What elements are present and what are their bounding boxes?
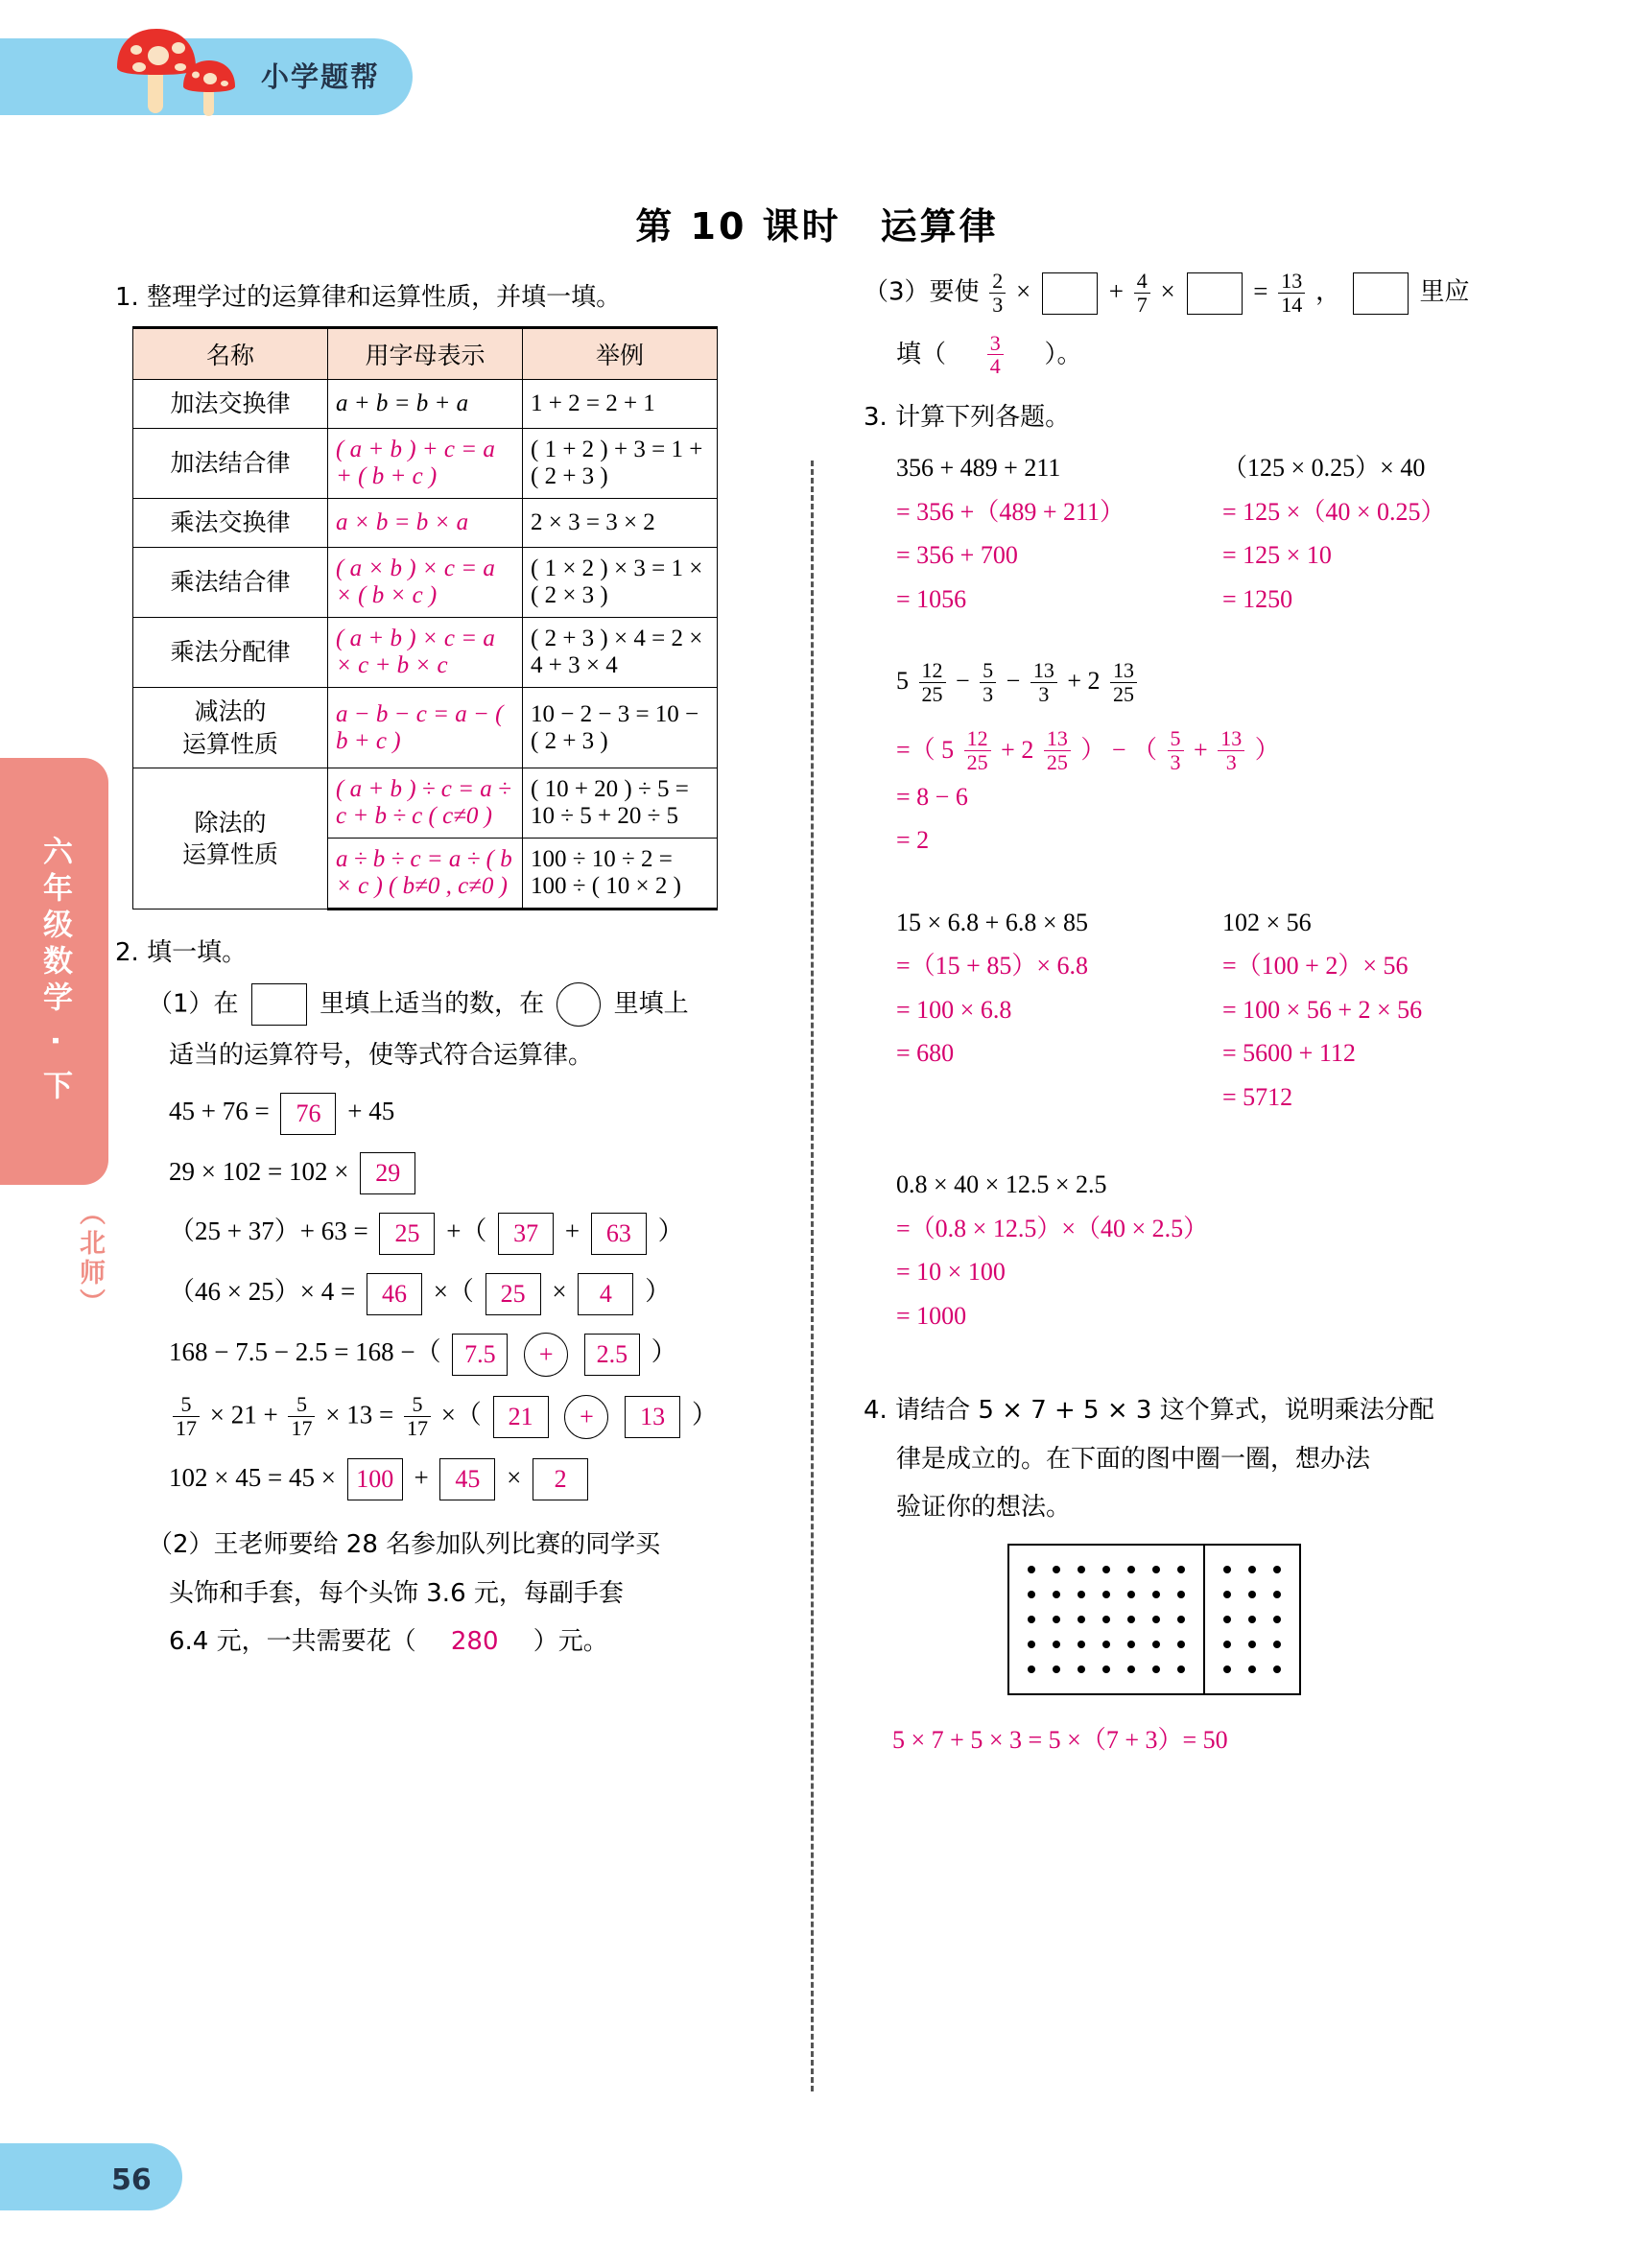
q2-fill1-answer[interactable]: 76 — [280, 1093, 336, 1135]
grid-dot — [1127, 1666, 1135, 1673]
q3-p2-s1-frac1 — [964, 727, 991, 774]
grid-dot — [1273, 1591, 1281, 1598]
q2-sub3-frac3-num: 13 — [1281, 269, 1303, 293]
grid-dot — [1077, 1641, 1085, 1648]
row-formula[interactable]: ( a + b ) ÷ c = a ÷ c + b ÷ c ( c≠0 ) — [328, 768, 523, 839]
row-law-name: 乘法交换律 — [133, 499, 328, 548]
q3-p2-s1-frac2 — [1044, 727, 1071, 774]
q2-sub3-blank-2[interactable] — [1187, 272, 1243, 315]
q2-fill3-lhs: （25 + 37）+ 63 = — [169, 1217, 368, 1246]
q3-p2-expr — [896, 659, 1535, 706]
q2-fill-row-2 — [115, 1152, 787, 1195]
q2-sub1-text-a: （1）在 — [148, 989, 239, 1019]
q3-p2-frac4 — [1110, 659, 1137, 706]
q3-p1-left-step-2: = 356 + 700 — [896, 541, 1018, 570]
q2-sub3-lead: （3）要使 — [864, 277, 980, 307]
q2-fill6-frac3-den: 17 — [404, 1416, 431, 1440]
mushroom-small-icon — [182, 59, 236, 117]
grid-dot — [1028, 1641, 1035, 1648]
q2-fill6-frac1-num: 5 — [180, 1392, 192, 1417]
q2-sub3-frac2 — [1134, 270, 1150, 317]
row-formula[interactable]: a × b = b × a — [328, 499, 523, 548]
row-example: ( 1 + 2 ) + 3 = 1 + ( 2 + 3 ) — [523, 429, 718, 499]
q2-sub3-frac3 — [1278, 270, 1305, 317]
dot-row — [1019, 1607, 1194, 1632]
q2-fill6-frac2-den: 17 — [288, 1416, 315, 1440]
q3-p2-op1: − — [956, 667, 970, 696]
page-number: 56 — [111, 2163, 152, 2197]
q3-p3-left-step-3: = 680 — [896, 1039, 955, 1068]
grid-dot — [1102, 1641, 1110, 1648]
q2-sub3-frac3-den: 14 — [1278, 293, 1305, 317]
grid-dot — [1127, 1616, 1135, 1623]
q3-p3-left — [896, 901, 1184, 1120]
row-law-name: 加法交换律 — [133, 380, 328, 429]
q2-fill7-lhs: 102 × 45 = 45 × — [169, 1462, 336, 1492]
dot-row — [1019, 1632, 1194, 1657]
q3-p3-right-expr: 102 × 56 — [1222, 908, 1312, 936]
q3-p1-left — [896, 446, 1184, 621]
grid-dot — [1102, 1591, 1110, 1598]
dot-row — [1215, 1657, 1290, 1682]
q3-p2-s1-frac3 — [1168, 727, 1184, 774]
q3-p2-s1-plus2: + — [1194, 735, 1208, 764]
q2-fill6-frac1-den: 17 — [173, 1416, 200, 1440]
table-row — [133, 429, 718, 499]
grid-dot — [1177, 1591, 1185, 1598]
q2-sub1-line2: 适当的运算符号，使等式符合运算律。 — [169, 1040, 594, 1070]
q2-sub2-line3 — [115, 1622, 787, 1661]
grid-dot — [1223, 1616, 1231, 1623]
q2-fill6-frac1 — [173, 1393, 200, 1440]
q2-sub1-text-c: 里填上 — [613, 989, 689, 1019]
q3-p3-left-expr: 15 × 6.8 + 6.8 × 85 — [896, 908, 1088, 936]
q3-p2-op2: − — [1006, 667, 1021, 696]
q3-p4-step-3: = 1000 — [896, 1301, 967, 1330]
grid-dot — [1127, 1566, 1135, 1573]
q2-blank-circle-demo[interactable] — [557, 982, 601, 1027]
q2-sub3-line1 — [864, 271, 1535, 318]
q3-p2-s1-close1: ） — [1080, 735, 1106, 764]
q2-fill2-lhs: 29 × 102 = 102 × — [169, 1156, 349, 1186]
q2-sub3-op1: × — [1016, 276, 1031, 306]
row-formula[interactable]: a − b − c = a − ( b + c ) — [328, 687, 523, 768]
q2-fill6-mid2: × 13 = — [325, 1400, 394, 1429]
q3-p2-frac2 — [980, 659, 996, 706]
q2-fill-row-5 — [115, 1333, 787, 1377]
q3-p2-frac1 — [919, 659, 946, 706]
row-example: ( 2 + 3 ) × 4 = 2 × 4 + 3 × 4 — [523, 617, 718, 687]
q3-p2-s1-frac3-num: 5 — [1170, 726, 1181, 751]
q2-sub3-op3: × — [1160, 276, 1175, 306]
q2-fill4-c[interactable]: 4 — [578, 1273, 633, 1315]
q2-sub3-comma: ， — [1314, 276, 1341, 306]
q3-p2-frac4-den: 25 — [1110, 682, 1137, 706]
q2-fill5-b[interactable]: 2.5 — [584, 1334, 640, 1376]
q4-prompt-line1: 4. 请结合 5 × 7 + 5 × 3 这个算式，说明乘法分配 — [864, 1396, 1434, 1426]
q3-problem-3 — [864, 901, 1535, 1120]
q3-prompt: 3. 计算下列各题。 — [864, 403, 1071, 432]
q3-p2-s1-frac2-num: 13 — [1046, 726, 1068, 751]
q3-p2-step-3: = 2 — [896, 826, 930, 855]
row-formula[interactable]: ( a + b ) × c = a × c + b × c — [328, 617, 523, 687]
q3-p2-s1-minus: − — [1111, 735, 1126, 764]
q4-dot-grid[interactable] — [1007, 1544, 1301, 1695]
dot-row — [1215, 1582, 1290, 1607]
q2-blank-box-demo[interactable] — [251, 983, 307, 1026]
q2-sub3-frac1-num: 2 — [992, 269, 1004, 293]
row-formula[interactable]: a ÷ b ÷ c = a ÷ ( b × c ) ( b≠0 , c≠0 ) — [328, 839, 523, 910]
grid-dot — [1273, 1566, 1281, 1573]
q3-p4-step-1: =（0.8 × 12.5）×（40 × 2.5） — [896, 1214, 1209, 1242]
q2-fill-row-1 — [115, 1092, 787, 1135]
dot-row — [1019, 1582, 1194, 1607]
q3-p3-left-step-1: =（15 + 85）× 6.8 — [896, 952, 1088, 980]
q2-sub3-blank-3[interactable] — [1353, 272, 1409, 315]
q3-p2-s1-int2: 2 — [1021, 735, 1034, 764]
grid-dot — [1223, 1591, 1231, 1598]
th-formula: 用字母表示 — [328, 328, 523, 380]
q2-fill-row-7 — [115, 1458, 787, 1501]
q2-fill3-b[interactable]: 37 — [498, 1213, 554, 1255]
q2-fill7-a[interactable]: 100 — [347, 1458, 403, 1500]
grade-side-tab-label: 六年级数学 · 下 — [37, 836, 72, 1107]
row-law-name: 加法结合律 — [133, 429, 328, 499]
q2-fill7-c[interactable]: 2 — [533, 1458, 588, 1500]
grid-dot — [1077, 1616, 1085, 1623]
q3-p2-frac2-num: 5 — [983, 658, 994, 683]
publisher-label: （北师） — [75, 1199, 105, 1318]
q2-fill2-answer[interactable]: 29 — [360, 1152, 415, 1194]
q2-fill1-rhs: + 45 — [347, 1096, 395, 1125]
row-law-name: 乘法分配律 — [133, 617, 328, 687]
grid-dot — [1273, 1616, 1281, 1623]
grid-dot — [1127, 1641, 1135, 1648]
grid-dot — [1248, 1566, 1256, 1573]
q2-sub2-line2: 头饰和手套，每个头饰 3.6 元，每副手套 — [169, 1578, 624, 1608]
grid-dot — [1223, 1641, 1231, 1648]
q3-p2-frac3 — [1030, 659, 1057, 706]
grid-dot — [1102, 1616, 1110, 1623]
q2-fill5-lhs: 168 − 7.5 − 2.5 = 168 −（ — [169, 1337, 441, 1367]
q3-p2-op3: + — [1067, 667, 1082, 696]
grade-side-tab — [0, 758, 108, 1185]
q3-p2-s1-frac4-den: 3 — [1218, 750, 1244, 774]
q2-sub1-line1 — [115, 982, 787, 1027]
q3-problem-1 — [864, 446, 1535, 621]
q3-p2-frac1-num: 12 — [921, 658, 943, 683]
grid-dot — [1177, 1641, 1185, 1648]
q3-p3-right-step-4: = 5712 — [1222, 1082, 1293, 1111]
q3-p3-right — [1222, 901, 1510, 1120]
grid-dot — [1077, 1566, 1085, 1573]
dot-row — [1215, 1632, 1290, 1657]
q2-sub2-text-b: ）元。 — [533, 1626, 608, 1656]
q3-p2-s1-plus: + — [1001, 735, 1015, 764]
q4-answer: 5 × 7 + 5 × 3 = 5 ×（7 + 3）= 50 — [892, 1726, 1228, 1755]
dot-grid-right-block — [1203, 1546, 1299, 1693]
grid-dot — [1248, 1591, 1256, 1598]
grid-dot — [1152, 1641, 1160, 1648]
q3-problem-2 — [864, 659, 1535, 862]
grid-dot — [1077, 1666, 1085, 1673]
grid-dot — [1028, 1666, 1035, 1673]
grid-dot — [1177, 1616, 1185, 1623]
q3-p2-s1-frac3-den: 3 — [1168, 750, 1184, 774]
grid-dot — [1053, 1641, 1060, 1648]
q3-p2-int1: 5 — [896, 667, 909, 696]
row-example: 10 − 2 − 3 = 10 − ( 2 + 3 ) — [523, 687, 718, 768]
grid-dot — [1248, 1641, 1256, 1648]
row-formula[interactable]: ( a × b ) × c = a × ( b × c ) — [328, 547, 523, 617]
q3-p1-right-step-2: = 125 × 10 — [1222, 541, 1332, 570]
q2-fill7-plus: + — [414, 1462, 429, 1492]
q2-fill3-end: ） — [657, 1217, 684, 1246]
table-row — [133, 687, 718, 768]
q2-fill3-mid: +（ — [446, 1217, 487, 1246]
table-row — [133, 768, 718, 839]
q2-fill3-plus: + — [564, 1217, 580, 1246]
q2-sub2-answer[interactable]: 280 — [450, 1626, 499, 1656]
q3-p1-right — [1222, 446, 1510, 621]
q2-fill6-mid3: ×（ — [440, 1400, 482, 1429]
row-example: 2 × 3 = 3 × 2 — [523, 499, 718, 548]
grid-dot — [1273, 1641, 1281, 1648]
q2-fill4-a[interactable]: 46 — [367, 1273, 422, 1315]
column-divider — [811, 461, 814, 2091]
q2-fill4-lhs: （46 × 25）× 4 = — [169, 1277, 356, 1307]
grid-dot — [1102, 1566, 1110, 1573]
table-row — [133, 380, 718, 429]
q2-fill5-end: ） — [651, 1337, 677, 1367]
grid-dot — [1077, 1591, 1085, 1598]
q3-p2-frac3-den: 3 — [1030, 682, 1057, 706]
q2-sub3-answer[interactable] — [987, 332, 1004, 379]
grid-dot — [1127, 1591, 1135, 1598]
q3-p1-left-step-1: = 356 +（489 + 211） — [896, 497, 1125, 526]
grid-dot — [1102, 1666, 1110, 1673]
q2-sub3-blank-1[interactable] — [1042, 272, 1098, 315]
q4-dot-grid-wrapper — [1007, 1544, 1535, 1695]
q2-sub3-line2-lead: 填（ — [896, 339, 947, 368]
q2-fill6-a[interactable]: 21 — [493, 1396, 549, 1438]
grid-dot — [1152, 1591, 1160, 1598]
q2-prompt: 2. 填一填。 — [115, 938, 248, 968]
q3-p2-s1-frac1-den: 25 — [964, 750, 991, 774]
q3-p2-s1-close2: ） — [1254, 735, 1280, 764]
q2-fill6-mid1: × 21 + — [209, 1400, 278, 1429]
right-column — [864, 269, 1535, 1756]
q2-sub2-text-a: 6.4 元，一共需要花（ — [169, 1626, 416, 1656]
q2-sub3-equals: = — [1253, 276, 1268, 306]
q2-fill4-mid: ×（ — [433, 1277, 474, 1307]
q2-sub2-line1: （2）王老师要给 28 名参加队列比赛的同学买 — [148, 1530, 661, 1560]
q2-fill7-times: × — [507, 1462, 522, 1492]
grid-dot — [1053, 1591, 1060, 1598]
q3-p2-s1-frac2-den: 25 — [1044, 750, 1071, 774]
grid-dot — [1223, 1666, 1231, 1673]
row-example: 1 + 2 = 2 + 1 — [523, 380, 718, 429]
grid-dot — [1028, 1566, 1035, 1573]
grid-dot — [1028, 1616, 1035, 1623]
q3-p2-frac2-den: 3 — [980, 682, 996, 706]
q2-sub3-frac2-num: 4 — [1136, 269, 1148, 293]
grid-dot — [1152, 1666, 1160, 1673]
q3-p3-right-step-1: =（100 + 2）× 56 — [1222, 952, 1409, 980]
q2-sub3-op2: + — [1108, 276, 1125, 306]
row-example: 100 ÷ 10 ÷ 2 = 100 ÷ ( 10 × 2 ) — [523, 839, 718, 910]
q2-sub3-frac1-den: 3 — [989, 293, 1006, 317]
left-column — [115, 278, 787, 1670]
q2-fill6-b[interactable]: 13 — [625, 1396, 680, 1438]
q2-fill3-a[interactable]: 25 — [379, 1213, 435, 1255]
q3-p2-s1-eq: =（ — [896, 735, 935, 764]
grid-dot — [1248, 1666, 1256, 1673]
dot-row — [1215, 1557, 1290, 1582]
page-footer-banner — [0, 2143, 182, 2210]
q3-p1-left-expr: 356 + 489 + 211 — [896, 454, 1061, 483]
q2-sub3-line2-end: ）。 — [1044, 339, 1082, 368]
row-formula[interactable]: ( a + b ) + c = a + ( b + c ) — [328, 429, 523, 499]
q3-problem-4 — [864, 1163, 1535, 1337]
grid-dot — [1152, 1616, 1160, 1623]
q2-sub1-text-b: 里填上适当的数，在 — [320, 989, 545, 1019]
q2-fill4-b[interactable]: 25 — [485, 1273, 541, 1315]
q3-p2-s1-frac4 — [1218, 727, 1244, 774]
q2-fill6-end: ） — [691, 1400, 718, 1429]
grid-dot — [1053, 1566, 1060, 1573]
q3-p2-frac1-den: 25 — [919, 682, 946, 706]
grid-dot — [1028, 1591, 1035, 1598]
q2-fill3-c[interactable]: 63 — [591, 1213, 647, 1255]
q2-fill1-lhs: 45 + 76 = — [169, 1096, 270, 1125]
q2-sub3-line2 — [864, 330, 1535, 380]
q2-fill-row-3 — [115, 1212, 787, 1255]
row-example: ( 1 × 2 ) × 3 = 1 × ( 2 × 3 ) — [523, 547, 718, 617]
q3-p2-s1-frac1-num: 12 — [966, 726, 988, 751]
table-row — [133, 617, 718, 687]
q3-p3-right-step-3: = 5600 + 112 — [1222, 1039, 1356, 1068]
q1-prompt: 1. 整理学过的运算律和运算性质，并填一填。 — [115, 283, 622, 312]
table-header-row — [133, 328, 718, 380]
q4-prompt-line2: 律是成立的。在下面的图中圈一圈，想办法 — [896, 1444, 1371, 1474]
page-title: 第 10 课时 运算律 — [635, 205, 999, 248]
q3-p2-step-2: = 8 − 6 — [896, 782, 968, 811]
q2-sub3-answer-den: 4 — [987, 354, 1004, 378]
q3-p3-left-step-2: = 100 × 6.8 — [896, 995, 1012, 1024]
q4-prompt-line3: 验证你的想法。 — [896, 1492, 1072, 1522]
q2-sub3-answer-num: 3 — [989, 330, 1001, 355]
q3-p2-frac3-num: 13 — [1032, 658, 1054, 683]
q2-fill6-frac3-num: 5 — [412, 1392, 423, 1417]
q2-fill5-operator[interactable]: + — [524, 1333, 568, 1377]
q2-fill6-frac2 — [288, 1393, 315, 1440]
q2-sub3-frac2-den: 7 — [1134, 293, 1150, 317]
grid-dot — [1177, 1566, 1185, 1573]
q3-p2-s1-int1: 5 — [941, 735, 955, 764]
q2-fill-row-4 — [115, 1272, 787, 1315]
q3-p2-int2: 2 — [1087, 667, 1101, 696]
operation-laws-table — [132, 326, 718, 910]
q3-p1-right-expr: （125 × 0.25）× 40 — [1222, 454, 1426, 483]
q3-p1-right-step-1: = 125 ×（40 × 0.25） — [1222, 497, 1446, 526]
q2-fill6-frac3 — [404, 1393, 431, 1440]
grid-dot — [1053, 1616, 1060, 1623]
q3-p2-s1-open2: （ — [1132, 735, 1158, 764]
q3-p1-right-step-3: = 1250 — [1222, 584, 1293, 613]
q2-fill7-b[interactable]: 45 — [439, 1458, 495, 1500]
table-row — [133, 499, 718, 548]
q3-p3-right-step-2: = 100 × 56 + 2 × 56 — [1222, 995, 1423, 1024]
q2-sub3-frac1 — [989, 270, 1006, 317]
dot-row — [1215, 1607, 1290, 1632]
q2-fill5-a[interactable]: 7.5 — [452, 1334, 508, 1376]
th-name: 名称 — [133, 328, 328, 380]
row-law-name: 减法的 运算性质 — [133, 687, 328, 768]
row-formula: a + b = b + a — [328, 380, 523, 429]
q3-p4-step-2: = 10 × 100 — [896, 1258, 1006, 1287]
q3-p4-expr: 0.8 × 40 × 12.5 × 2.5 — [896, 1170, 1107, 1199]
grid-dot — [1152, 1566, 1160, 1573]
q3-p2-frac4-num: 13 — [1113, 658, 1135, 683]
grid-dot — [1177, 1666, 1185, 1673]
table-row — [133, 547, 718, 617]
dot-row — [1019, 1657, 1194, 1682]
dot-grid-left-block — [1009, 1546, 1203, 1693]
q2-fill6-operator[interactable]: + — [564, 1395, 608, 1439]
q3-p1-left-step-3: = 1056 — [896, 584, 967, 613]
q2-fill4-times: × — [552, 1277, 567, 1307]
q3-p2-s1-frac4-num: 13 — [1220, 726, 1243, 751]
grid-dot — [1248, 1616, 1256, 1623]
q2-fill4-end: ） — [645, 1277, 672, 1307]
brand-title: 小学题帮 — [261, 60, 381, 93]
q3-p2-step-1 — [896, 728, 1535, 775]
row-example: ( 10 + 20 ) ÷ 5 = 10 ÷ 5 + 20 ÷ 5 — [523, 768, 718, 839]
row-law-name: 乘法结合律 — [133, 547, 328, 617]
th-example: 举例 — [523, 328, 718, 380]
q2-fill6-frac2-num: 5 — [296, 1392, 307, 1417]
grid-dot — [1273, 1666, 1281, 1673]
dot-row — [1019, 1557, 1194, 1582]
grid-dot — [1223, 1566, 1231, 1573]
grid-dot — [1053, 1666, 1060, 1673]
row-law-name: 除法的 运算性质 — [133, 768, 328, 910]
q2-sub3-tail: 里应 — [1419, 277, 1470, 307]
q2-fill-row-6 — [115, 1394, 787, 1441]
